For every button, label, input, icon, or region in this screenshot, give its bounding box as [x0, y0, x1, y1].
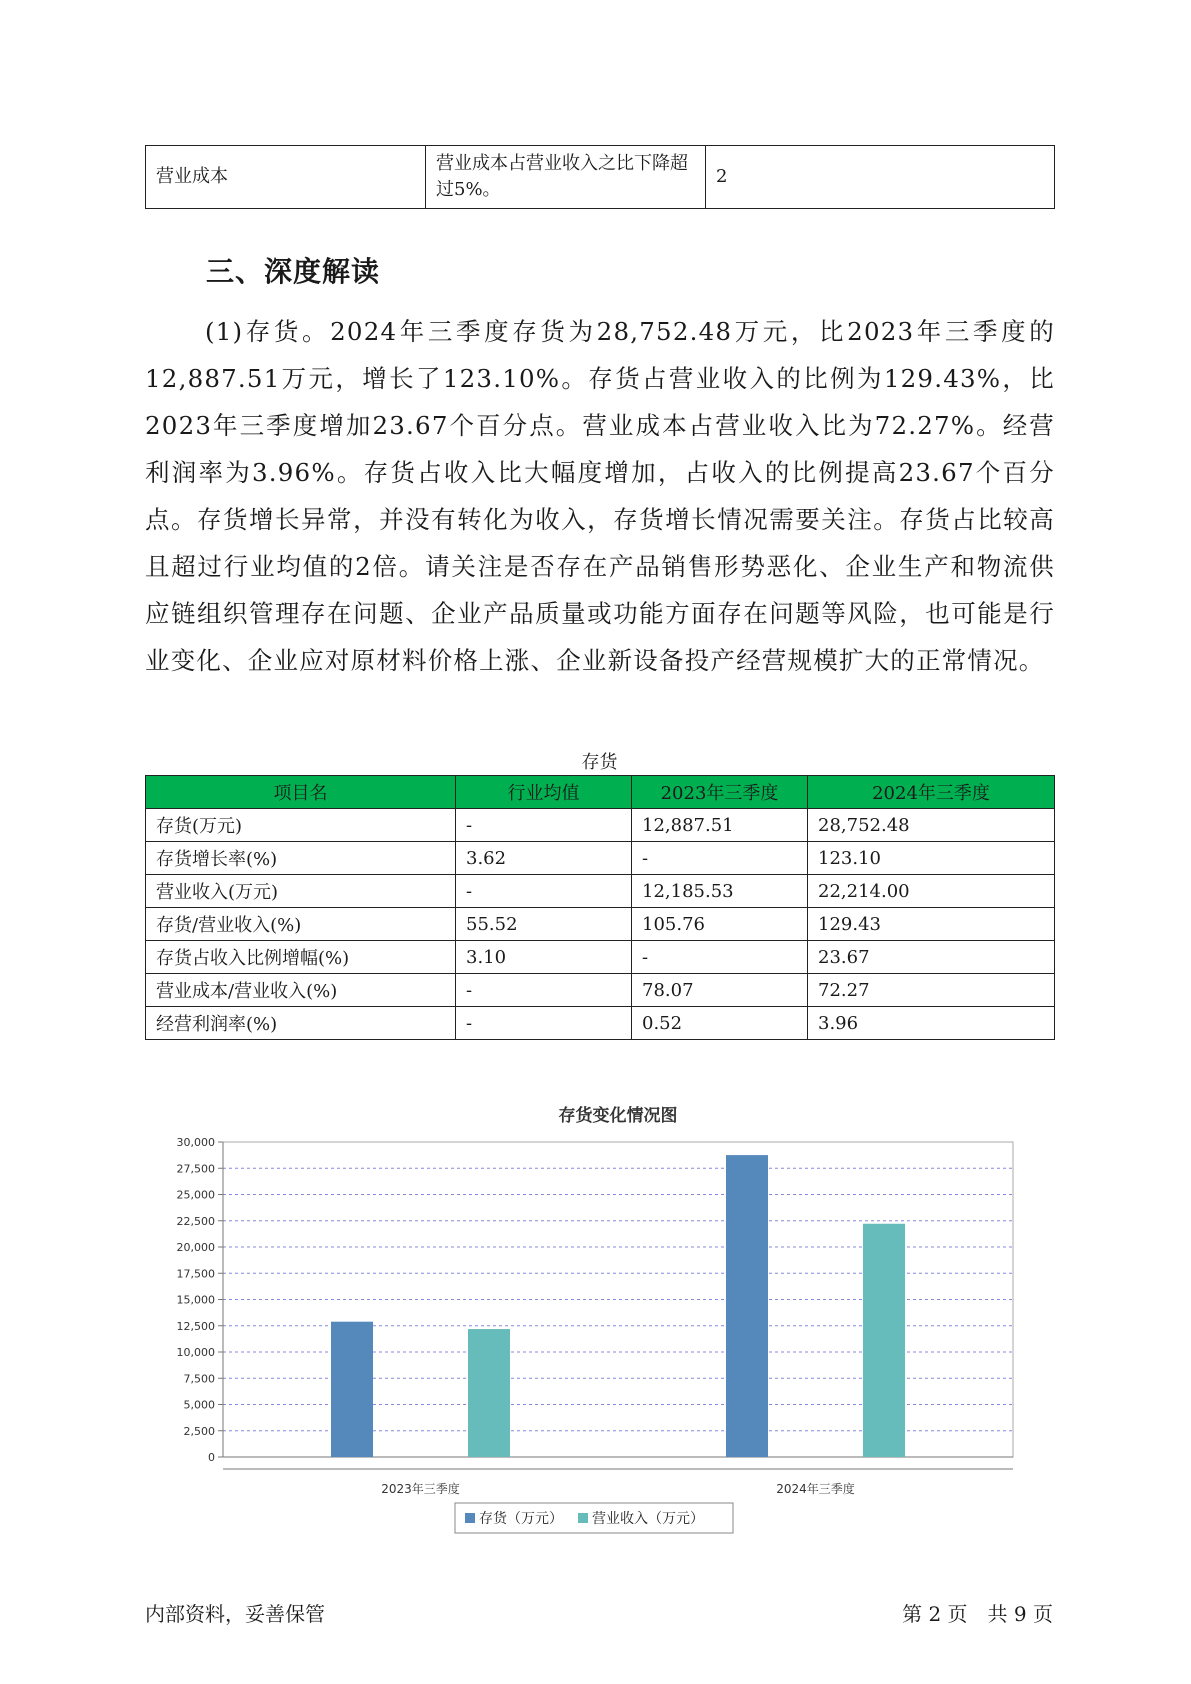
- column-header: 项目名: [146, 776, 456, 809]
- table-cell: 12,887.51: [632, 809, 808, 842]
- table-cell: 存货(万元): [146, 809, 456, 842]
- table-cell: 3.10: [456, 941, 632, 974]
- table-row: [146, 908, 1055, 941]
- table-cell: -: [632, 842, 808, 875]
- inventory-chart: [145, 1095, 1054, 1545]
- table-cell: 存货占收入比例增幅(%): [146, 941, 456, 974]
- table-cell: 0.52: [632, 1007, 808, 1040]
- table-cell: 存货增长率(%): [146, 842, 456, 875]
- legend-swatch: [578, 1513, 588, 1523]
- analysis-paragraph: (1)存货。2024年三季度存货为28,752.48万元，比2023年三季度的12,887.51万元，增长了123.10%。存货占营业收入的比例为129.43%，比2023年三季度增加23.67个百分点。营业成本占营业收入比为72.27%。经营利润率为3.96%。存货占收入比大幅度增加，占收入的比例提高23.67个百分点。存货增长异常，并没有转化为收入，存货增长情况需要关注。存货占比较高且超过行业均值的2倍。请关注是否存在产品销售形势恶化、企业生产和物流供应链组织管理存在问题、企业产品质量或功能方面存在问题等风险，也可能是行业变化、企业应对原材料价格上涨、企业新设备投产经营规模扩大的正常情况。: [145, 317, 1055, 675]
- table-cell: 营业成本: [146, 146, 426, 209]
- y-tick-label: 17,500: [176, 1267, 215, 1281]
- table-row: [146, 875, 1055, 908]
- y-tick-label: 15,000: [176, 1293, 215, 1307]
- table-row: [146, 146, 1055, 209]
- footer-note: 内部资料，妥善保管: [145, 1602, 325, 1626]
- table-row: [146, 809, 1055, 842]
- table-cell: 12,185.53: [632, 875, 808, 908]
- table-cell: 营业收入(万元): [146, 875, 456, 908]
- table-header-row: [146, 776, 1055, 809]
- y-tick-label: 20,000: [176, 1241, 215, 1254]
- legend-label: 存货（万元）: [479, 1511, 563, 1527]
- legend-label: 营业收入（万元）: [592, 1511, 704, 1527]
- inventory-table: [145, 775, 1055, 1040]
- page-number: 第 2 页 共 9 页: [902, 1602, 1053, 1626]
- chart-title: 存货变化情况图: [558, 1106, 678, 1126]
- table-row: [146, 941, 1055, 974]
- table-cell: 123.10: [808, 842, 1055, 875]
- y-tick-label: 0: [208, 1451, 215, 1464]
- table-row: [146, 842, 1055, 875]
- table-cell: 78.07: [632, 974, 808, 1007]
- table-cell: -: [456, 1007, 632, 1040]
- table-cell: -: [456, 875, 632, 908]
- table-cell: -: [456, 974, 632, 1007]
- table-cell: 3.96: [808, 1007, 1055, 1040]
- table-cell: 129.43: [808, 908, 1055, 941]
- table-cell: 经营利润率(%): [146, 1007, 456, 1040]
- table-cell: 28,752.48: [808, 809, 1055, 842]
- criteria-table: [145, 145, 1055, 209]
- column-header: 2024年三季度: [808, 776, 1055, 809]
- table-cell: 72.27: [808, 974, 1055, 1007]
- y-tick-label: 30,000: [176, 1136, 215, 1149]
- bar: [863, 1224, 905, 1457]
- table-row: [146, 974, 1055, 1007]
- column-header: 行业均值: [456, 776, 632, 809]
- table-cell: 23.67: [808, 941, 1055, 974]
- chart-svg: [145, 1095, 1054, 1545]
- table-cell: 22,214.00: [808, 875, 1055, 908]
- table-cell: 存货/营业收入(%): [146, 908, 456, 941]
- column-header: 2023年三季度: [632, 776, 808, 809]
- y-tick-label: 27,500: [176, 1162, 215, 1176]
- table-cell: 营业成本占营业收入之比下降超过5%。: [426, 146, 706, 209]
- bar: [468, 1329, 510, 1457]
- table-cell: 3.62: [456, 842, 632, 875]
- table-cell: 营业成本/营业收入(%): [146, 974, 456, 1007]
- table-row: [146, 1007, 1055, 1040]
- x-tick-label: 2024年三季度: [776, 1482, 855, 1496]
- y-tick-label: 12,500: [176, 1319, 215, 1333]
- legend-swatch: [465, 1513, 475, 1523]
- table-cell: 2: [706, 146, 1055, 209]
- y-tick-label: 7,500: [183, 1372, 215, 1386]
- bar: [726, 1155, 768, 1457]
- x-tick-label: 2023年三季度: [381, 1482, 460, 1496]
- y-tick-label: 5,000: [183, 1398, 215, 1412]
- y-tick-label: 22,500: [176, 1214, 215, 1228]
- y-tick-label: 25,000: [176, 1188, 215, 1202]
- y-tick-label: 2,500: [183, 1424, 215, 1438]
- table-cell: 105.76: [632, 908, 808, 941]
- table-cell: 55.52: [456, 908, 632, 941]
- table-cell: -: [456, 809, 632, 842]
- table-cell: -: [632, 941, 808, 974]
- bar: [331, 1322, 373, 1457]
- y-tick-label: 10,000: [176, 1346, 215, 1359]
- table-caption: 存货: [581, 752, 618, 773]
- section-heading: 三、深度解读: [206, 255, 381, 288]
